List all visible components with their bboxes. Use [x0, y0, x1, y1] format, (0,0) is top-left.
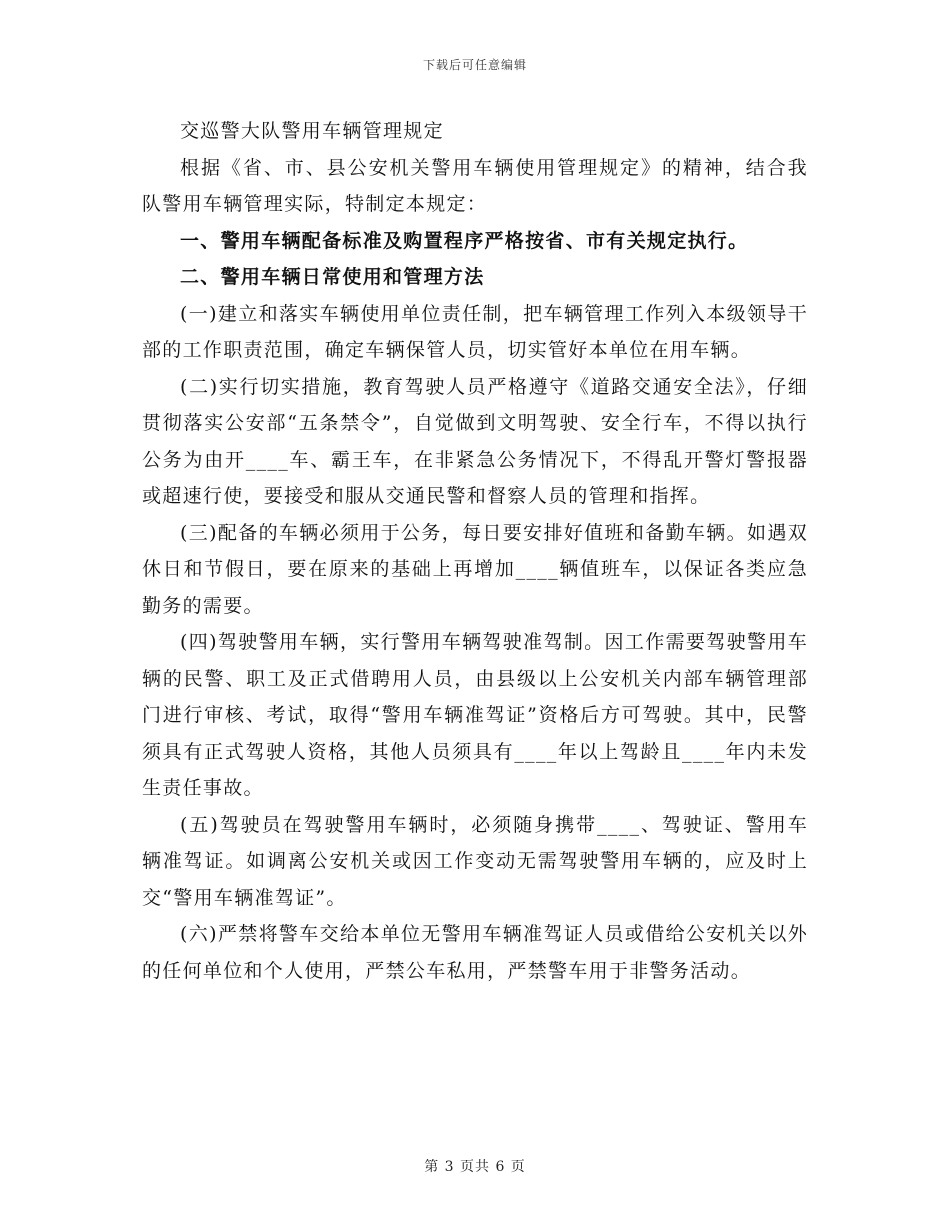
paragraph-item-6: (六)严禁将警车交给本单位无警用车辆准驾证人员或借给公安机关以外的任何单位和个人使用，严禁公车私用，严禁警车用于非警务活动。: [142, 923, 808, 982]
paragraph-item-3: (三)配备的车辆必须用于公务，每日要安排好值班和备勤车辆。如遇双休日和节假日，要在原来的基础上再增加____辆值班车，以保证各类应急勤务的需要。: [142, 521, 808, 617]
page-header-note: 下载后可任意编辑: [422, 58, 527, 72]
paragraph-item-1: (一)建立和落实车辆使用单位责任制，把车辆管理工作列入本级领导干部的工作职责范围，确定车辆保管人员，切实管好本单位在用车辆。: [142, 302, 808, 361]
document-title: 交巡警大队警用车辆管理规定: [180, 120, 444, 142]
document-body: [142, 113, 808, 989]
paragraph-item-2: (二)实行切实措施，教育驾驶人员严格遵守《道路交通安全法》，仔细贯彻落实公安部“五条禁令”，自觉做到文明驾驶、安全行车，不得以执行公务为由开____车、霸王车，在非紧急公务情况下，不得乱开警灯警报器或超速行使，要接受和服从交通民警和督察人员的管理和指挥。: [142, 375, 808, 507]
paragraph-item-4: (四)驾驶警用车辆，实行警用车辆驾驶准驾制。因工作需要驾驶警用车辆的民警、职工及正式借聘用人员，由县级以上公安机关内部车辆管理部门进行审核、考试，取得“警用车辆准驾证”资格后方可驾驶。其中，民警须具有正式驾驶人资格，其他人员须具有____年以上驾龄且____年内未发生责任事故。: [142, 631, 808, 799]
paragraph-intro: 根据《省、市、县公安机关警用车辆使用管理规定》的精神，结合我队警用车辆管理实际，特制定本规定：: [142, 156, 808, 215]
page-number: 第 3 页共 6 页: [424, 1159, 526, 1175]
section-heading-1: 一、警用车辆配备标准及购置程序严格按省、市有关规定执行。: [180, 229, 749, 252]
section-heading-2: 二、警用车辆日常使用和管理方法: [180, 266, 485, 288]
paragraph-item-5: (五)驾驶员在驾驶警用车辆时，必须随身携带____、驾驶证、警用车辆准驾证。如调离公安机关或因工作变动无需驾驶警用车辆的，应及时上交“警用车辆准驾证”。: [142, 813, 808, 909]
